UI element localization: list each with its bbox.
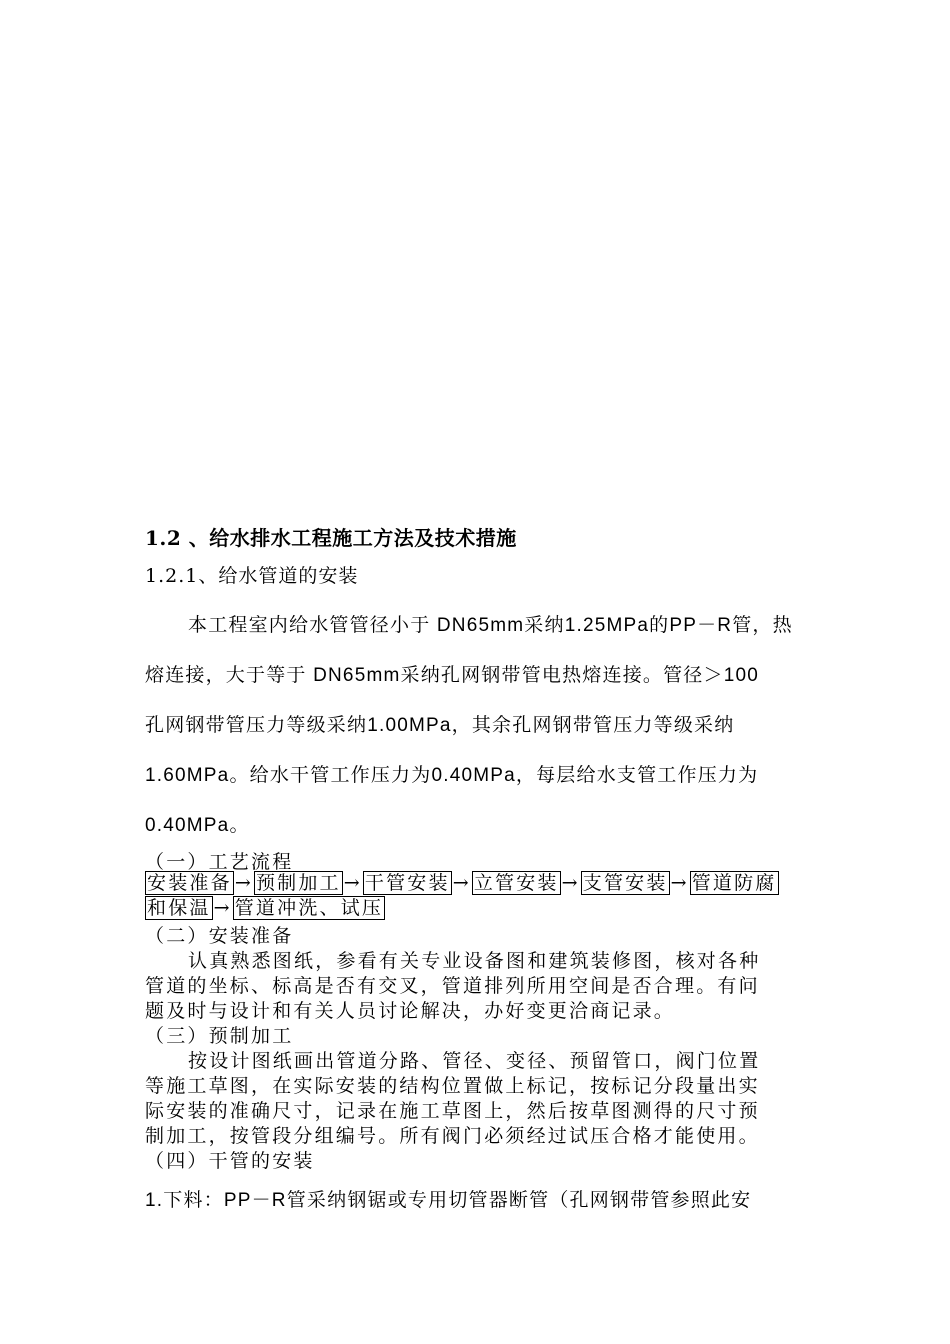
process-flow-line-1 [145,871,779,895]
arrow-icon: → [561,872,580,894]
section-title: 1.2 、给水排水工程施工方法及技术措施 [145,526,517,550]
process-flow-line-2 [145,896,385,920]
section-subtitle: 1.2.1、给水管道的安装 [145,565,359,587]
prefab-line-1: 按设计图纸画出管道分路、管径、变径、预留管口，阀门位置 [188,1050,761,1072]
prefab-line-2: 等施工草图，在实际安装的结构位置做上标记，按标记分段量出实 [145,1075,760,1097]
process-heading: （一）工艺流程 [145,851,294,873]
prep-line-1: 认真熟悉图纸，参看有关专业设备图和建筑装修图，核对各种 [188,950,761,972]
prep-heading: （二）安装准备 [145,925,294,947]
arrow-icon: → [343,872,362,894]
prefab-line-4: 制加工，按管段分组编号。所有阀门必须经过试压合格才能使用。 [145,1125,760,1147]
prep-line-3: 题及时与设计和有关人员讨论解决，办好变更洽商记录。 [145,1000,676,1022]
flow-step: 管道防腐 [691,872,777,894]
flow-step: 支管安装 [582,872,668,894]
arrow-icon: → [452,872,471,894]
flow-step: 安装准备 [147,872,232,894]
prefab-heading: （三）预制加工 [145,1025,294,1047]
arrow-icon: → [234,872,253,894]
flow-step: 管道冲洗、试压 [234,897,384,919]
main-pipe-heading: （四）干管的安装 [145,1150,315,1172]
arrow-icon: → [213,897,232,919]
flow-step: 预制加工 [255,872,341,894]
flow-step: 和保温 [147,897,211,919]
flow-step: 干管安装 [364,872,450,894]
intro-line-2: 熔连接，大于等于 DN65mm采纳孔网钢带管电热熔连接。管径＞100 [145,665,760,686]
intro-line-1: 本工程室内给水管管径小于 DN65mm采纳1.25MPa的PP－R管，热 [188,615,793,636]
arrow-icon: → [670,872,689,894]
flow-step: 立管安装 [473,872,559,894]
main-pipe-item-1: 1.下料：PP－R管采纳钢锯或专用切管器断管（孔网钢带管参照此安 [145,1190,752,1211]
intro-line-4: 1.60MPa。给水干管工作压力为0.40MPa，每层给水支管工作压力为 [145,765,759,786]
intro-line-3: 孔网钢带管压力等级采纳1.00MPa，其余孔网钢带管压力等级采纳 [145,715,735,736]
prefab-line-3: 际安装的准确尺寸，记录在施工草图上，然后按草图测得的尺寸预 [145,1100,760,1122]
intro-line-5: 0.40MPa。 [145,815,250,836]
prep-line-2: 管道的坐标、标高是否有交叉，管道排列所用空间是否合理。有问 [145,975,760,997]
